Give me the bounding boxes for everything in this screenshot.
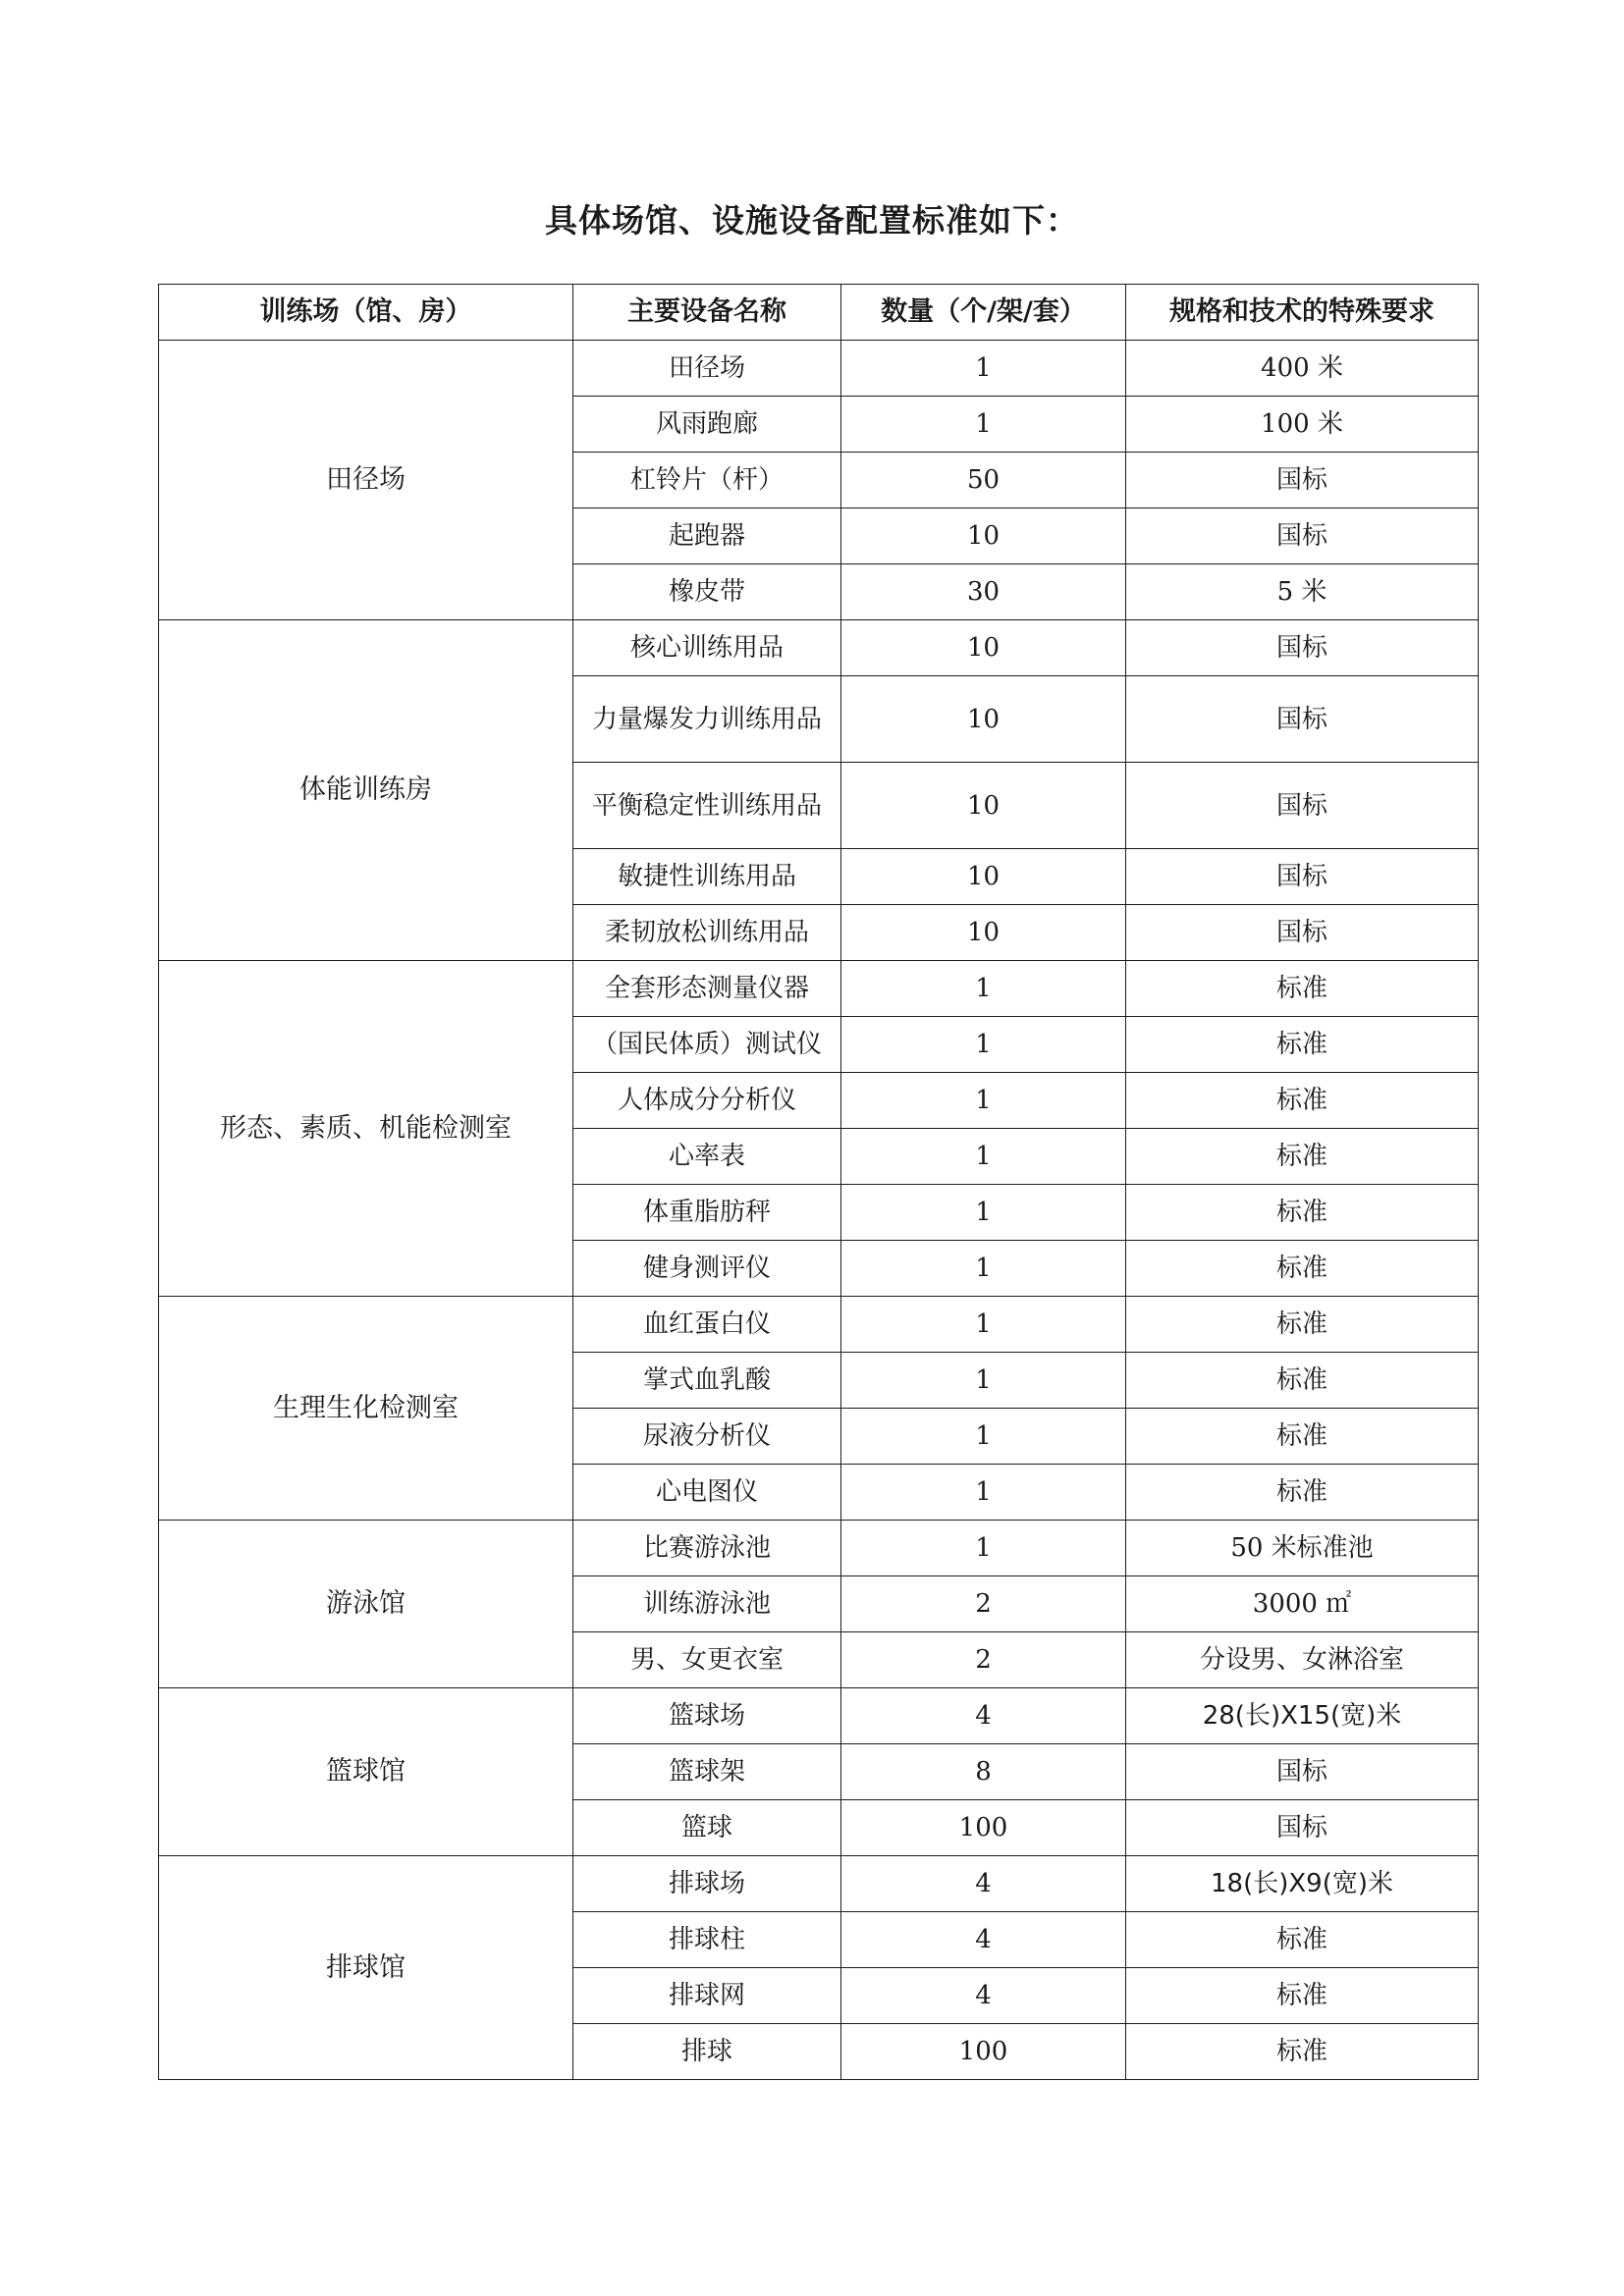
- spec-cell: 标准: [1126, 1185, 1479, 1241]
- quantity-cell: 100: [841, 1800, 1126, 1856]
- table-row: [159, 1688, 1479, 1744]
- spec-cell: 国标: [1126, 620, 1479, 676]
- equipment-cell: 田径场: [573, 341, 841, 397]
- spec-cell: 5 米: [1126, 564, 1479, 620]
- equipment-cell: 排球柱: [573, 1912, 841, 1968]
- venue-cell: 田径场: [159, 341, 573, 620]
- equipment-cell: 比赛游泳池: [573, 1521, 841, 1576]
- quantity-cell: 10: [841, 849, 1126, 905]
- table-row: [159, 620, 1479, 676]
- equipment-cell: 柔韧放松训练用品: [573, 905, 841, 961]
- spec-cell: 28(长)X15(宽)米: [1126, 1688, 1479, 1744]
- quantity-cell: 1: [841, 1297, 1126, 1353]
- quantity-cell: 1: [841, 1409, 1126, 1465]
- equipment-cell: 力量爆发力训练用品: [573, 676, 841, 763]
- header-equipment: 主要设备名称: [573, 285, 841, 341]
- equipment-cell: 篮球: [573, 1800, 841, 1856]
- spec-cell: 标准: [1126, 1465, 1479, 1521]
- equipment-cell: 排球场: [573, 1856, 841, 1912]
- spec-cell: 国标: [1126, 676, 1479, 763]
- quantity-cell: 1: [841, 1129, 1126, 1185]
- header-quantity: 数量（个/架/套）: [841, 285, 1126, 341]
- venue-cell: 游泳馆: [159, 1521, 573, 1688]
- spec-cell: 标准: [1126, 1129, 1479, 1185]
- quantity-cell: 100: [841, 2024, 1126, 2080]
- quantity-cell: 1: [841, 1465, 1126, 1521]
- equipment-cell: 篮球架: [573, 1744, 841, 1800]
- equipment-cell: 体重脂肪秤: [573, 1185, 841, 1241]
- venue-cell: 形态、素质、机能检测室: [159, 961, 573, 1297]
- equipment-cell: 训练游泳池: [573, 1576, 841, 1632]
- spec-cell: 标准: [1126, 961, 1479, 1017]
- quantity-cell: 1: [841, 1353, 1126, 1409]
- equipment-cell: 橡皮带: [573, 564, 841, 620]
- quantity-cell: 8: [841, 1744, 1126, 1800]
- equipment-cell: 全套形态测量仪器: [573, 961, 841, 1017]
- spec-cell: 国标: [1126, 905, 1479, 961]
- spec-cell: 标准: [1126, 1353, 1479, 1409]
- table-row: [159, 961, 1479, 1017]
- spec-cell: 标准: [1126, 1297, 1479, 1353]
- spec-cell: 标准: [1126, 1968, 1479, 2024]
- quantity-cell: 1: [841, 1241, 1126, 1297]
- quantity-cell: 10: [841, 905, 1126, 961]
- header-spec: 规格和技术的特殊要求: [1126, 285, 1479, 341]
- equipment-cell: 掌式血乳酸: [573, 1353, 841, 1409]
- quantity-cell: 4: [841, 1856, 1126, 1912]
- venue-cell: 排球馆: [159, 1856, 573, 2080]
- spec-cell: 国标: [1126, 508, 1479, 564]
- equipment-cell: 男、女更衣室: [573, 1632, 841, 1688]
- equipment-cell: 尿液分析仪: [573, 1409, 841, 1465]
- equipment-cell: 敏捷性训练用品: [573, 849, 841, 905]
- quantity-cell: 1: [841, 961, 1126, 1017]
- quantity-cell: 10: [841, 620, 1126, 676]
- equipment-cell: 心率表: [573, 1129, 841, 1185]
- equipment-cell: 排球网: [573, 1968, 841, 2024]
- quantity-cell: 4: [841, 1688, 1126, 1744]
- header-venue: 训练场（馆、房）: [159, 285, 573, 341]
- spec-cell: 分设男、女淋浴室: [1126, 1632, 1479, 1688]
- spec-cell: 标准: [1126, 1912, 1479, 1968]
- table-row: [159, 1297, 1479, 1353]
- quantity-cell: 4: [841, 1912, 1126, 1968]
- spec-cell: 国标: [1126, 763, 1479, 849]
- quantity-cell: 2: [841, 1632, 1126, 1688]
- table-row: [159, 1856, 1479, 1912]
- quantity-cell: 1: [841, 1017, 1126, 1073]
- page-title: 具体场馆、设施设备配置标准如下：: [545, 201, 1079, 240]
- spec-cell: 标准: [1126, 2024, 1479, 2080]
- spec-cell: 18(长)X9(宽)米: [1126, 1856, 1479, 1912]
- equipment-cell: 平衡稳定性训练用品: [573, 763, 841, 849]
- spec-cell: 50 米标准池: [1126, 1521, 1479, 1576]
- equipment-spec-table: [158, 284, 1479, 2080]
- quantity-cell: 1: [841, 1073, 1126, 1129]
- venue-cell: 体能训练房: [159, 620, 573, 961]
- spec-cell: 国标: [1126, 849, 1479, 905]
- venue-cell: 篮球馆: [159, 1688, 573, 1856]
- equipment-cell: 篮球场: [573, 1688, 841, 1744]
- quantity-cell: 1: [841, 1521, 1126, 1576]
- quantity-cell: 1: [841, 397, 1126, 453]
- venue-cell: 生理生化检测室: [159, 1297, 573, 1521]
- quantity-cell: 50: [841, 453, 1126, 508]
- equipment-cell: 心电图仪: [573, 1465, 841, 1521]
- quantity-cell: 10: [841, 763, 1126, 849]
- quantity-cell: 4: [841, 1968, 1126, 2024]
- table-row: [159, 1521, 1479, 1576]
- spec-cell: 国标: [1126, 1800, 1479, 1856]
- spec-cell: 100 米: [1126, 397, 1479, 453]
- spec-cell: 标准: [1126, 1409, 1479, 1465]
- spec-cell: 国标: [1126, 453, 1479, 508]
- equipment-cell: 血红蛋白仪: [573, 1297, 841, 1353]
- quantity-cell: 1: [841, 341, 1126, 397]
- equipment-cell: 杠铃片（杆）: [573, 453, 841, 508]
- table-row: [159, 341, 1479, 397]
- equipment-cell: 核心训练用品: [573, 620, 841, 676]
- equipment-cell: 健身测评仪: [573, 1241, 841, 1297]
- quantity-cell: 1: [841, 1185, 1126, 1241]
- spec-cell: 标准: [1126, 1017, 1479, 1073]
- spec-cell: 标准: [1126, 1073, 1479, 1129]
- spec-cell: 3000 ㎡: [1126, 1576, 1479, 1632]
- equipment-cell: 起跑器: [573, 508, 841, 564]
- equipment-cell: （国民体质）测试仪: [573, 1017, 841, 1073]
- quantity-cell: 10: [841, 676, 1126, 763]
- spec-cell: 标准: [1126, 1241, 1479, 1297]
- quantity-cell: 30: [841, 564, 1126, 620]
- quantity-cell: 2: [841, 1576, 1126, 1632]
- equipment-cell: 风雨跑廊: [573, 397, 841, 453]
- spec-cell: 400 米: [1126, 341, 1479, 397]
- equipment-cell: 人体成分分析仪: [573, 1073, 841, 1129]
- quantity-cell: 10: [841, 508, 1126, 564]
- header-row: [159, 285, 1479, 341]
- spec-cell: 国标: [1126, 1744, 1479, 1800]
- equipment-cell: 排球: [573, 2024, 841, 2080]
